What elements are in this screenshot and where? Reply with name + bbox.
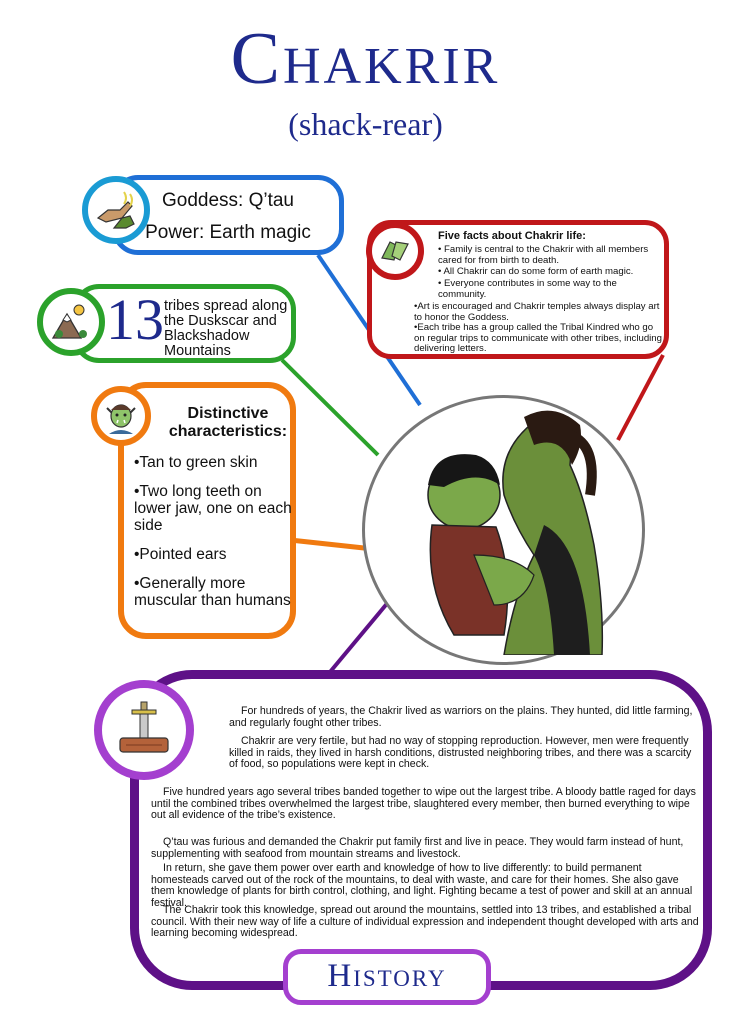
list-item: •Generally more muscular than humans xyxy=(134,575,291,609)
characteristics-list xyxy=(134,454,296,621)
history-connector xyxy=(330,600,390,672)
list-item: •Art is encouraged and Chakrir temples always display art to honor the Goddess. xyxy=(414,301,660,323)
holding-hands-icon xyxy=(366,222,424,280)
facts-connector xyxy=(618,355,663,440)
mother-and-child-illustration xyxy=(362,395,645,665)
earth-magic-hands-icon xyxy=(82,176,150,244)
history-panel xyxy=(130,670,712,990)
list-item: •Tan to green skin xyxy=(134,454,258,471)
page-title: Chakrir xyxy=(230,18,501,100)
list-item: •Two long teeth on lower jaw, one on each side xyxy=(134,483,292,534)
facts-heading: Five facts about Chakrir life: xyxy=(438,230,586,242)
pronunciation: (shack-rear) xyxy=(288,106,443,142)
history-paragraph: Five hundred years ago several tribes banded together to wipe out the largest tribe. A bloody battle raged for days until the combined tribes overwhelmed the largest tribe, slaughtered every member, then burned everything to wipe out all evidence of the tribe’s existence. xyxy=(151,786,696,822)
tribes-description: tribes spread along the Duskscar and Blackshadow Mountains xyxy=(164,298,288,359)
characteristics-connector xyxy=(290,540,364,548)
list-item: •Each tribe has a group called the Tribal Kindred who go on regular trips to communicate with other tribes, including delivering letters. xyxy=(414,322,662,354)
chakrir-face-icon xyxy=(91,386,151,446)
history-paragraph: The Chakrir took this knowledge, spread out around the mountains, settled into 13 tribes, and established a tribal council. With their new way of life a culture of individual expression and independent thought developed with arts and learning becoming widespread. xyxy=(151,904,699,940)
history-paragraph: Q’tau was furious and demanded the Chakrir put family first and live in peace. They would farm instead of hunt, supplementing with seafood from mountain streams and livestock. xyxy=(151,836,684,860)
list-item: •Pointed ears xyxy=(134,546,227,563)
goddess-label: Goddess: Q’tau xyxy=(161,190,295,211)
history-title: History xyxy=(283,949,491,1005)
sword-in-stone-icon xyxy=(94,680,194,780)
tribe-count: 13 xyxy=(106,287,164,352)
history-paragraph: Chakrir are very fertile, but had no way of stopping reproduction. However, men were frequently killed in raids, they lived in harsh conditions, distrusted neighboring tribes, and there was a scarcity of food, so populations were kept in check. xyxy=(229,735,692,771)
history-paragraph: For hundreds of years, the Chakrir lived as warriors on the plains. They hunted, did little farming, and regularly fought other tribes. xyxy=(229,705,693,729)
list-item: • Everyone contributes in some way to the community. xyxy=(438,278,617,300)
list-item: • Family is central to the Chakrir with all members cared for from birth to death. xyxy=(438,244,649,266)
characteristics-heading: Distinctive characteristics: xyxy=(168,405,288,440)
mountain-icon xyxy=(37,288,105,356)
tribes-panel xyxy=(73,284,296,363)
list-item: • All Chakrir can do some form of earth magic. xyxy=(438,266,634,277)
history-paragraph: In return, she gave them power over earth and knowledge of how to live differently: to build permanent homesteads carved out of the rock of the mountains, to deal with waste, and care for their homes. She also gave them knowledge of plants for birth control, clothing, and light. Fighting became a test of power and skill at an annual festival. xyxy=(151,862,693,909)
power-label: Power: Earth magic xyxy=(145,222,311,243)
